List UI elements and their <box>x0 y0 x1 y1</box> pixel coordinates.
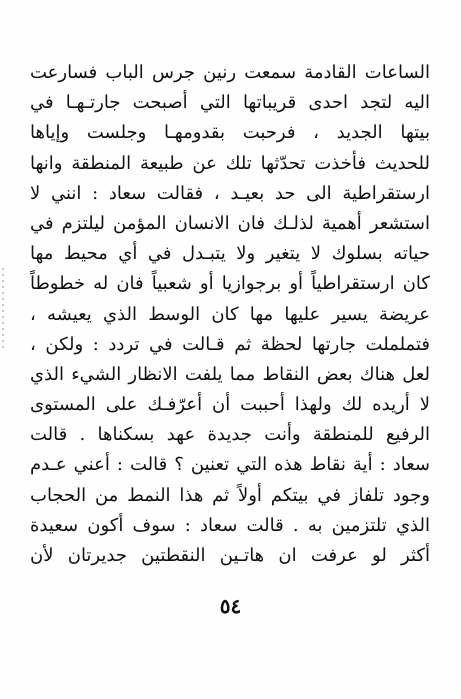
page-number: ٥٤ <box>219 594 242 618</box>
body-text <box>30 58 430 571</box>
text-line: كان ارستقراطياً أو برجوازيا أو شعبياً فان له خطوطاً <box>30 273 430 295</box>
text-line: للحديث فأخذت تحدّثها تلك عن طبيعة المنطقة وانها <box>30 152 430 174</box>
text-line: الذي تلتزمين به . قالت سعاد : سوف أكون سعيدة <box>30 514 430 536</box>
text-line: أكثر لو عرفت ان هاتـين النقطتين جديرتان لأن <box>30 545 430 566</box>
text-line: ارستقراطية الى حد بعيـد ، فقالت سعاد : انني لا <box>30 182 430 204</box>
text-line: سعاد : أية نقاط هذه التي تعنين ؟ قالت : أعني عـدم <box>30 454 430 476</box>
text-line: لا أريده لك ولهذا أحببت أن أعرّفـك على المستوى <box>30 394 430 416</box>
scan-margin-marks <box>2 268 4 348</box>
text-line: وجود تلفاز في بيتكم أولاً ثم هذا النمط من الحجاب <box>30 484 430 506</box>
text-line: استشعر أهمية لذلـك فان الانسان المؤمن ليلتزم في <box>30 212 430 234</box>
text-line: الساعات القادمة سمعت رنين جرس الباب فسارعت <box>30 62 430 83</box>
text-line: عريضة يسير عليها مها كان الوسط الذي يعيشه ، <box>30 303 430 325</box>
text-line: فتململت جارتها لحظة ثم قـالت في تردد : ولكن ، <box>30 333 430 355</box>
text-line: بيتها الجديد ، فرحبت بقدومهـا وجلست وإياها <box>30 122 430 144</box>
text-line: لعل هناك بعض النقاط مما يلفت الانظار الشيء الذي <box>30 363 430 385</box>
text-line: حياته بسلوك لا يتغير ولا يتبـدل في أي محيط مها <box>30 243 430 265</box>
text-line: الرفيع للمنطقة وأنت جديدة عهد بسكناها . قالت <box>30 424 430 446</box>
text-line: اليه لتجد احدى قريباتها التي أصبحت جارتـهـا في <box>30 92 430 114</box>
